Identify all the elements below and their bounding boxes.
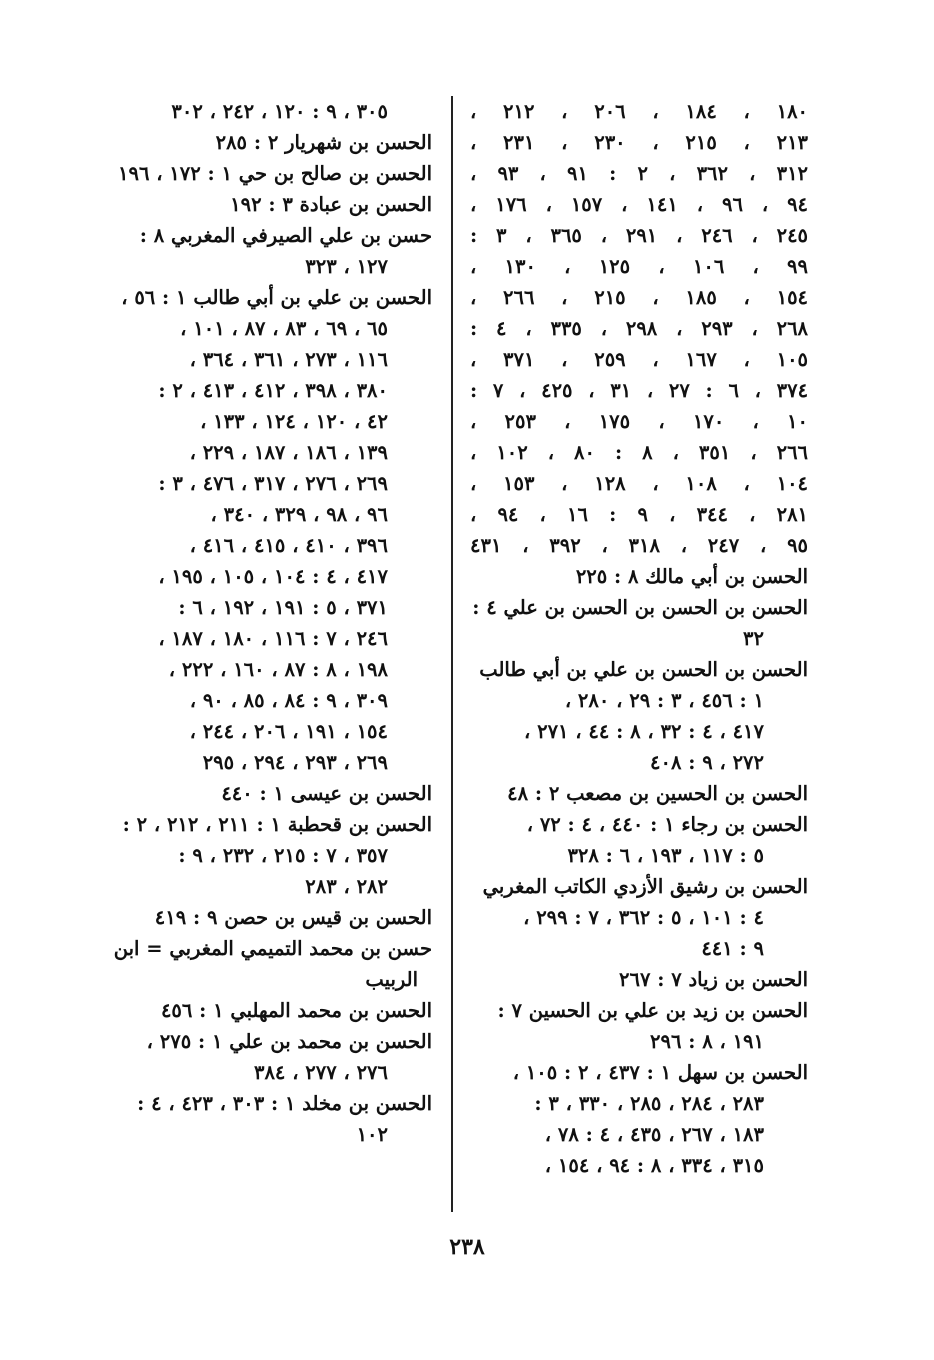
index-entry-line: ٢٤٥ ، ٢٤٦ ، ٢٩١ ، ٣٦٥ ، ٣ : xyxy=(470,224,808,247)
index-entry-line: ٤١٧ ، ٤ : ٣٢ ، ٨ : ٤٤ ، ٢٧١ ، xyxy=(524,720,764,743)
index-entry-line: ٥ : ١١٧ ، ١٩٣ ، ٦ : ٣٢٨ xyxy=(567,844,764,867)
index-entry-line: ٢٧٦ ، ٢٧٧ ، ٣٨٤ xyxy=(253,1061,388,1084)
index-entry-line: ٩٥ ، ٢٤٧ ، ٣١٨ ، ٣٩٢ ، ٤٣١ xyxy=(470,534,808,557)
index-entry-line: ١٥٤ ، ١٨٥ ، ٢١٥ ، ٢٦٦ ، xyxy=(470,286,808,309)
index-entry-line: ٢٨١ ، ٣٤٤ ، ٩ : ١٦ ، ٩٤ ، xyxy=(470,503,808,526)
index-entry-heading: الحسن بن قيس بن حصن ٩ : ٤١٩ xyxy=(154,906,432,929)
index-entry-line: ٣٨٠ ، ٣٩٨ ، ٤١٢ ، ٤١٣ ، ٢ : xyxy=(158,379,388,402)
index-entry-heading: الحسن بن رجاء ١ : ٤٤٠ ، ٤ : ٧٢ ، xyxy=(526,813,808,836)
index-entry-heading: الحسن بن مخلد ١ : ٣٠٣ ، ٤٢٣ ، ٤ : xyxy=(137,1092,432,1115)
index-entry-line: ٩٩ ، ١٠٦ ، ١٢٥ ، ١٣٠ ، xyxy=(470,255,808,278)
index-entry-line: ١٨٠ ، ١٨٤ ، ٢٠٦ ، ٢١٢ ، xyxy=(470,100,808,123)
index-entry-line: ٣٠٥ ، ٩ : ١٢٠ ، ٢٤٢ ، ٣٠٢ xyxy=(171,100,388,123)
index-entry-line: ٢٦٩ ، ٢٩٣ ، ٢٩٤ ، ٢٩٥ xyxy=(202,751,388,774)
index-entry-heading: الحسن بن أبي مالك ٨ : ٢٢٥ xyxy=(575,565,808,588)
column-divider xyxy=(451,96,453,1212)
index-entry-heading: الحسن بن عبادة ٣ : ١٩٢ xyxy=(230,193,432,216)
index-entry-heading: الحسن بن علي بن أبي طالب ١ : ٥٦ ، xyxy=(121,286,432,309)
index-entry-heading: الحسن بن زيد بن علي بن الحسين ٧ : xyxy=(497,999,808,1022)
index-entry-line: ٣٧٤ ، ٦ : ٢٧ ، ٣١ ، ٤٢٥ ، ٧ : xyxy=(470,379,808,402)
index-entry-heading: الحسن بن سهل ١ : ٤٣٧ ، ٢ : ١٠٥ ، xyxy=(512,1061,808,1084)
index-entry-line: ٢١٣ ، ٢١٥ ، ٢٣٠ ، ٢٣١ ، xyxy=(470,131,808,154)
index-entry-line: ١٠٤ ، ١٠٨ ، ١٢٨ ، ١٥٣ ، xyxy=(470,472,808,495)
index-entry-line: ١٠٢ xyxy=(356,1123,388,1146)
index-entry-line: ٤ : ١٠١ ، ٥ : ٣٦٢ ، ٧ : ٢٩٩ ، xyxy=(523,906,764,929)
index-entry-line: الربيب xyxy=(365,968,418,991)
index-entry-line: ١٩١ ، ٨ : ٢٩٦ xyxy=(650,1030,764,1053)
left-column xyxy=(100,96,432,1150)
index-entry-line: ٣١٥ ، ٣٣٤ ، ٨ : ٩٤ ، ١٥٤ ، xyxy=(544,1154,764,1177)
index-entry-line: ٣٠٩ ، ٩ : ٨٤ ، ٨٥ ، ٩٠ ، xyxy=(189,689,388,712)
index-entry-line: ٤١٧ ، ٤ : ١٠٤ ، ١٠٥ ، ١٩٥ ، xyxy=(158,565,388,588)
right-column xyxy=(470,96,808,1181)
index-entry-line: ٢٦٩ ، ٢٧٦ ، ٣١٧ ، ٤٧٦ ، ٣ : xyxy=(158,472,388,495)
index-entry-line: ٩٦ ، ٩٨ ، ٣٢٩ ، ٣٤٠ ، xyxy=(210,503,388,526)
index-entry-line: ١٨٣ ، ٢٦٧ ، ٤٣٥ ، ٤ : ٧٨ ، xyxy=(544,1123,764,1146)
index-entry-heading: الحسن بن الحسين بن مصعب ٢ : ٤٨ xyxy=(507,782,808,805)
index-entry-line: ٢٧٢ ، ٩ : ٤٠٨ xyxy=(650,751,764,774)
index-entry-heading: الحسن بن شهريار ٢ : ٢٨٥ xyxy=(215,131,432,154)
index-entry-line: ٩٤ ، ٩٦ ، ١٤١ ، ١٥٧ ، ١٧٦ ، xyxy=(470,193,808,216)
index-entry-line: ١٠ ، ١٧٠ ، ١٧٥ ، ٢٥٣ ، xyxy=(470,410,808,433)
index-entry-line: ١٩٨ ، ٨ : ٨٧ ، ١٦٠ ، ٢٢٢ ، xyxy=(168,658,388,681)
index-entry-line: ١٥٤ ، ١٩١ ، ٢٠٦ ، ٢٤٤ ، xyxy=(189,720,388,743)
index-entry-heading: الحسن بن محمد بن علي ١ : ٢٧٥ ، xyxy=(146,1030,432,1053)
index-entry-heading: الحسن بن زياد ٧ : ٢٦٧ xyxy=(619,968,808,991)
index-entry-line: ١ : ٤٥٦ ، ٣ : ٢٩ ، ٢٨٠ ، xyxy=(564,689,764,712)
index-entry-line: ١٠٥ ، ١٦٧ ، ٢٥٩ ، ٣٧١ ، xyxy=(470,348,808,371)
index-entry-line: ٢٨٢ ، ٢٨٣ xyxy=(305,875,388,898)
index-entry-line: ٣١٢ ، ٣٦٢ ، ٢ : ٩١ ، ٩٣ ، xyxy=(470,162,808,185)
index-entry-line: ١١٦ ، ٢٧٣ ، ٣٦١ ، ٣٦٤ ، xyxy=(189,348,388,371)
index-entry-heading: الحسن بن الحسن بن الحسن بن علي ٤ : xyxy=(472,596,808,619)
index-entry-heading: الحسن بن قحطبة ١ : ٢١١ ، ٢١٢ ، ٢ : xyxy=(122,813,432,836)
index-entry-line: ٢٨٣ ، ٢٨٤ ، ٢٨٥ ، ٣٣٠ ، ٣ : xyxy=(534,1092,764,1115)
page-number: ٢٣٨ xyxy=(449,1234,485,1260)
index-entry-line: ٦٥ ، ٦٩ ، ٨٣ ، ٨٧ ، ١٠١ ، xyxy=(180,317,388,340)
index-entry-line: ٣٥٧ ، ٧ : ٢١٥ ، ٢٣٢ ، ٩ : xyxy=(178,844,388,867)
index-entry-heading: حسن بن محمد التميمي المغربي = ابن xyxy=(113,937,432,960)
index-entry-heading: الحسن بن الحسن بن علي بن أبي طالب xyxy=(479,658,808,681)
index-entry-line: ٢٤٦ ، ٧ : ١١٦ ، ١٨٠ ، ١٨٧ ، xyxy=(158,627,388,650)
index-entry-line: ٢٦٦ ، ٣٥١ ، ٨ : ٨٠ ، ١٠٢ ، xyxy=(470,441,808,464)
index-entry-line: ١٢٧ ، ٣٢٣ xyxy=(305,255,388,278)
index-entry-line: ٣٢ xyxy=(743,627,764,650)
index-entry-heading: الحسن بن عيسى ١ : ٤٤٠ xyxy=(221,782,432,805)
index-entry-heading: الحسن بن رشيق الأزدي الكاتب المغربي xyxy=(482,875,808,898)
index-entry-heading: الحسن بن محمد المهلبي ١ : ٤٥٦ xyxy=(160,999,432,1022)
index-entry-line: ٤٢ ، ١٢٠ ، ١٢٤ ، ١٣٣ ، xyxy=(200,410,388,433)
index-entry-line: ٢٦٨ ، ٢٩٣ ، ٢٩٨ ، ٣٣٥ ، ٤ : xyxy=(470,317,808,340)
index-entry-line: ٩ : ٤٤١ xyxy=(701,937,764,960)
index-entry-line: ٣٩٦ ، ٤١٠ ، ٤١٥ ، ٤١٦ ، xyxy=(189,534,388,557)
index-entry-line: ١٣٩ ، ١٨٦ ، ١٨٧ ، ٢٢٩ ، xyxy=(189,441,388,464)
index-entry-line: ٣٧١ ، ٥ : ١٩١ ، ١٩٢ ، ٦ : xyxy=(178,596,388,619)
index-entry-heading: الحسن بن صالح بن حي ١ : ١٧٢ ، ١٩٦ xyxy=(118,162,432,185)
index-entry-heading: حسن بن علي الصيرفي المغربي ٨ : xyxy=(139,224,432,247)
